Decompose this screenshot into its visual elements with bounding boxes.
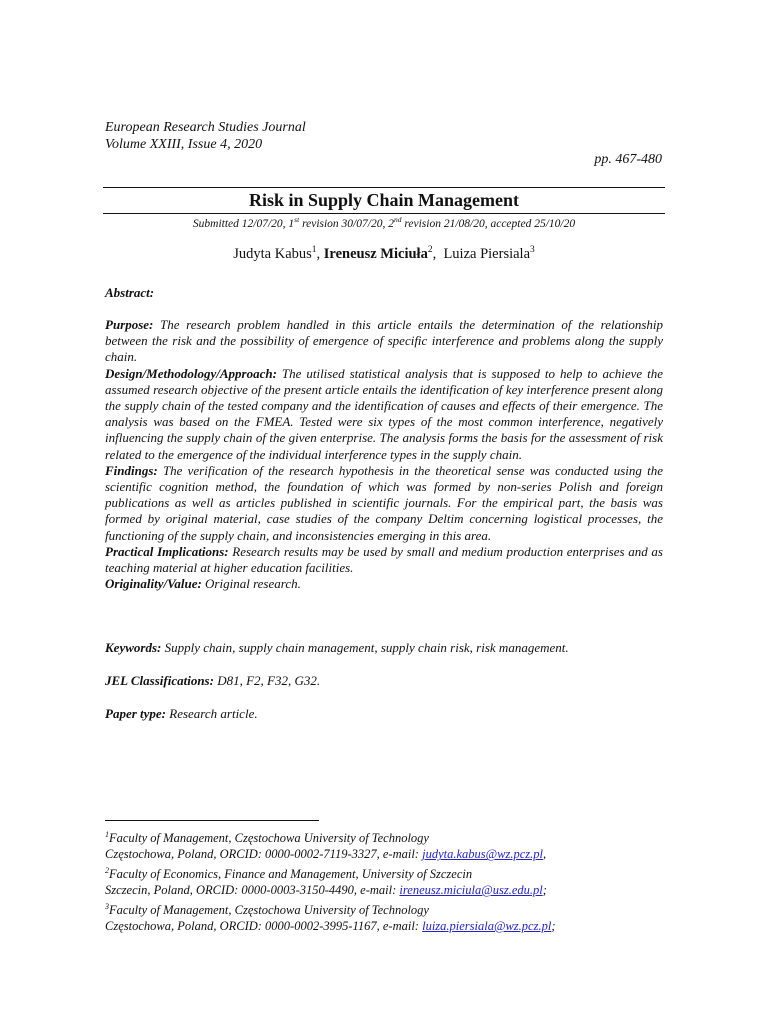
footnote-punct: ; — [542, 883, 547, 898]
journal-header — [105, 119, 306, 153]
footnote-rule — [105, 820, 319, 821]
footnote-text: Faculty of Management, Częstochowa University of Technology — [109, 831, 429, 846]
paper-type — [105, 706, 258, 722]
submission-dates — [103, 215, 665, 230]
authors: Judyta Kabus$^1$, Ireneusz Miciuła$^2$, Luiza Piersiala$^3$ — [233, 245, 535, 262]
submitted-sup-2: nd — [393, 215, 402, 224]
jel-label: JEL Classifications: — [105, 673, 214, 688]
paper-type-label: Paper type: — [105, 706, 167, 721]
author-name: Judyta Kabus — [233, 245, 312, 262]
paper-type-text: Research article. — [166, 706, 258, 721]
jel-classifications — [105, 673, 320, 689]
submitted-sup-1: st — [294, 215, 300, 224]
keywords-label: Keywords: — [105, 640, 162, 655]
practical-text: Research results may be used by small and medium production enterprises and as teaching material at higher education facilities. — [105, 543, 663, 576]
abstract-design — [105, 366, 663, 463]
submitted-part-3: revision 21/08/20, accepted 25/10/20 — [401, 217, 576, 230]
submitted-part-1: Submitted 12/07/20, 1 — [192, 217, 295, 230]
originality-text: Original research. — [201, 576, 301, 592]
journal-volume: Volume XXIII, Issue 4, 2020 — [105, 137, 263, 152]
footnote-marker: 1 — [105, 830, 109, 839]
submitted-part-2: revision 30/07/20, 2 — [299, 217, 394, 230]
practical-label: Practical Implications: — [105, 543, 229, 559]
author-affil: 3 — [530, 245, 535, 255]
footnote-text: Szczecin, Poland, ORCID: 0000-0003-3150-4490, e-mail: — [105, 883, 400, 898]
footnote-line — [105, 827, 555, 846]
footnote-text: Faculty of Economics, Finance and Management, University of Szczecin — [109, 866, 473, 881]
footnote-line — [105, 882, 555, 898]
keywords — [105, 640, 569, 656]
design-text: The utilised statistical analysis that is supposed to help to achieve the assumed research objective of the present article entails the identification of key interference present along the supply chain of the tested company and the identification of causes and effects of their emergence. The analysis was based on the FMEA. Tested were six types of the most common interference, negatively influencing the supply chain of the given enterprise. The analysis forms the basis for the assessment of risk related to the emergence of the individual interference types in the supply chain. — [105, 365, 663, 462]
findings-text: The verification of the research hypothesis in the theoretical sense was conducted using the scientific cognition method, the foundation of which was formed by non-series Polish and foreign publications as well as articles published in scientific journals. For the empirical part, the basis was formed by original material, case studies of the company Deltim concerning logistical processes, the functioning of the supply chain, and inconsistencies emerging in this area. — [105, 462, 663, 543]
abstract-heading: Abstract: — [105, 285, 155, 300]
author-name: Ireneusz Miciuła — [323, 245, 428, 262]
keywords-text: Supply chain, supply chain management, supply chain risk, risk management. — [161, 640, 569, 655]
author-affil: 1 — [311, 245, 317, 255]
journal-name: European Research Studies Journal — [105, 120, 306, 135]
footnote-line — [105, 899, 555, 918]
email-link[interactable]: ireneusz.miciula@usz.edu.pl — [399, 883, 543, 898]
footnote-text: Częstochowa, Poland, ORCID: 0000-0002-7119-3327, e-mail: — [105, 847, 423, 862]
footnote-marker: 3 — [105, 901, 109, 911]
abstract-body — [105, 317, 663, 592]
title-bottom-rule — [103, 213, 665, 214]
footnote-text: Faculty of Management, Częstochowa University of Technology — [109, 902, 429, 917]
footnote-punct: ; — [551, 918, 556, 933]
footnote-line — [105, 863, 555, 882]
footnote-line — [105, 918, 555, 934]
abstract-originality — [105, 576, 663, 592]
findings-label: Findings: — [105, 462, 158, 478]
footnote-line — [105, 846, 555, 862]
originality-label: Originality/Value: — [105, 576, 202, 592]
paper-title: Risk in Supply Chain Management — [248, 190, 520, 210]
footnote-marker: 2 — [105, 865, 109, 875]
design-label: Design/Methodology/Approach: — [105, 365, 277, 381]
purpose-label: Purpose: — [105, 317, 154, 332]
abstract-practical — [105, 544, 663, 576]
title-top-rule — [103, 187, 665, 188]
author-affil: 2 — [427, 245, 433, 255]
abstract-purpose — [105, 317, 663, 366]
page-range: pp. 467-480 — [594, 152, 662, 167]
author-name: Luiza Piersiala — [443, 245, 531, 262]
footnotes — [105, 827, 555, 934]
abstract-findings — [105, 463, 663, 544]
email-link[interactable]: luiza.piersiala@wz.pcz.pl — [422, 918, 552, 933]
footnote-punct: , — [542, 847, 547, 862]
purpose-text: The research problem handled in this article entails the determination of the relationship between the risk and the possibility of emergence of specific interference and problems along the supply chain. — [105, 317, 663, 365]
email-link[interactable]: judyta.kabus@wz.pcz.pl — [422, 847, 543, 862]
footnote-text: Częstochowa, Poland, ORCID: 0000-0002-3995-1167, e-mail: — [105, 918, 423, 933]
jel-text: D81, F2, F32, G32. — [213, 673, 321, 688]
